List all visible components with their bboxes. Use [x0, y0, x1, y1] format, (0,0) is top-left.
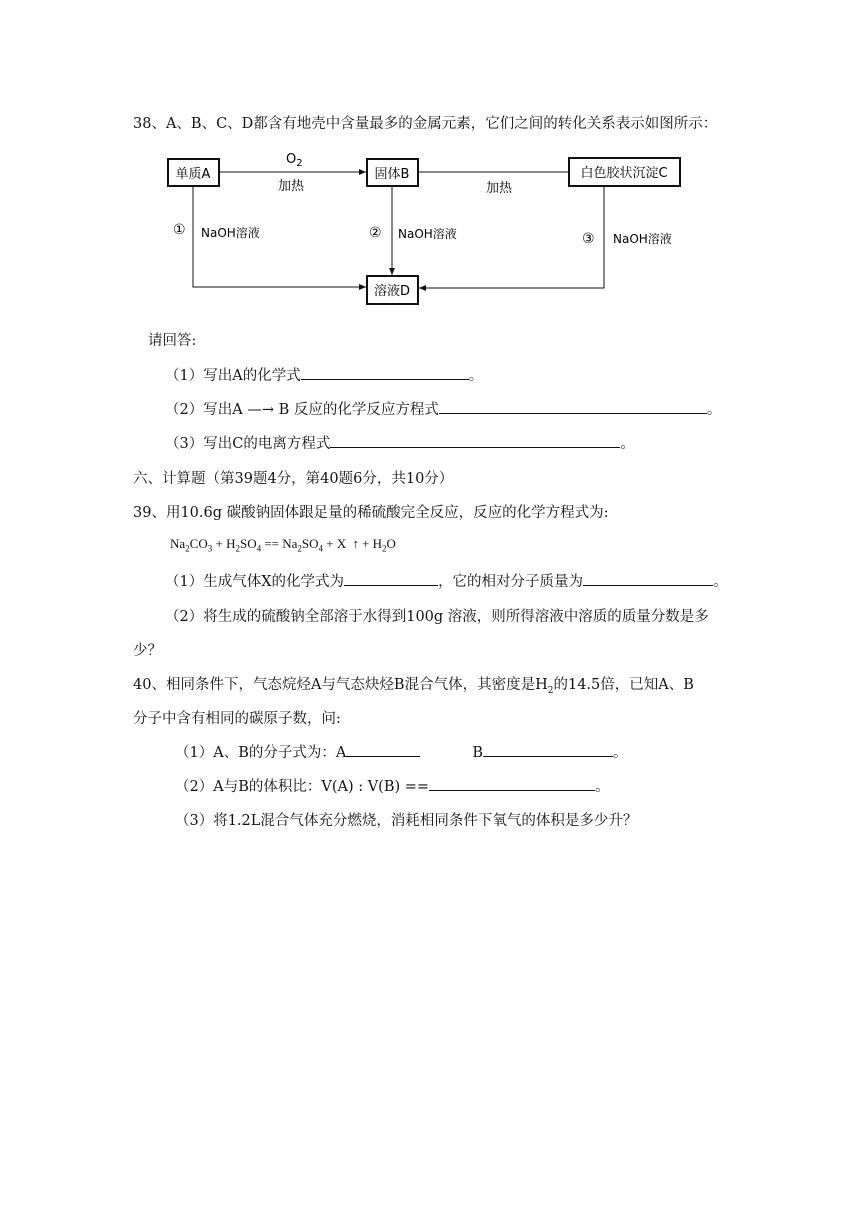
heat-label-2: 加热 [486, 181, 513, 196]
answer-blank-a-formula-40[interactable] [346, 742, 420, 757]
box-d-label: 溶液D [373, 284, 411, 299]
q38-sub3: （3）写出C的电离方程式 。 [165, 432, 635, 453]
box-c-label: 白色胶状沉淀C [580, 166, 668, 181]
q39-sub2-line2: 少？ [133, 643, 162, 659]
conversion-diagram [0, 150, 865, 350]
answer-blank-gas-formula[interactable] [344, 571, 438, 586]
q39-equation: $Na_2CO_3 + H_2SO_4 == Na_2SO_4 + X$ ↑ + $H_2O$ [170, 536, 396, 554]
q39-sub2-line1: （2）将生成的硫酸钠全部溶于水得到100g 溶液，则所得溶液中溶质的质量分数是多 [165, 609, 709, 625]
naoh-label-2: NaOH溶液 [398, 227, 457, 241]
answer-blank-b-formula-40[interactable] [483, 742, 613, 757]
q38-sub2: （2）写出A —→ B 反应的化学反应方程式 。 [165, 398, 721, 419]
answer-blank-molar-mass[interactable] [583, 571, 713, 586]
q38-stem: 38、A、B、C、D都含有地壳中含量最多的金属元素，它们之间的转化关系表示如图所示： [133, 116, 718, 132]
q40-sub2: （2）A与B的体积比：V(A) : V(B) == 。 [175, 775, 610, 796]
answer-blank-a-formula[interactable] [301, 365, 469, 380]
heat-label-1: 加热 [278, 179, 305, 194]
q40-stem-line1: 40、相同条件下，气态烷烃A与气态炔烃B混合气体，其密度是$H_2$的14.5倍，已知A、B [133, 677, 694, 696]
answer-blank-a-b-equation[interactable] [439, 399, 707, 414]
section-heading-calc: 六、计算题（第39题4分，第40题6分，共10分） [133, 471, 454, 487]
up-arrow-icon: ↑ [352, 536, 360, 551]
o2-label: $O_2$ [286, 152, 303, 169]
naoh-label-3: NaOH溶液 [613, 232, 672, 246]
answer-blank-volume-ratio[interactable] [429, 776, 595, 791]
box-a-label: 单质A [175, 167, 211, 182]
q39-sub1: （1）生成气体X的化学式为 ，它的相对分子质量为 。 [165, 570, 728, 591]
q38-please: 请回答: [148, 333, 197, 349]
circle-2: ② [369, 225, 382, 241]
q40-sub1: （1）A、B的分子式为：A B 。 [175, 741, 627, 762]
answer-blank-c-ionization[interactable] [330, 433, 620, 448]
box-b-label: 固体B [374, 167, 410, 182]
circle-3: ③ [582, 231, 595, 247]
reaction-arrow: —→ [247, 402, 274, 418]
q40-sub3: （3）将1.2L混合气体充分燃烧，消耗相同条件下氧气的体积是多少升？ [175, 813, 638, 829]
naoh-label-1: NaOH溶液 [201, 226, 260, 240]
q38-sub1: （1）写出A的化学式 。 [165, 364, 483, 385]
circle-1: ① [173, 222, 186, 238]
q40-stem-line2: 分子中含有相同的碳原子数，问: [133, 711, 341, 727]
q39-stem: 39、用10.6g 碳酸钠固体跟足量的稀硫酸完全反应，反应的化学方程式为: [133, 505, 609, 521]
